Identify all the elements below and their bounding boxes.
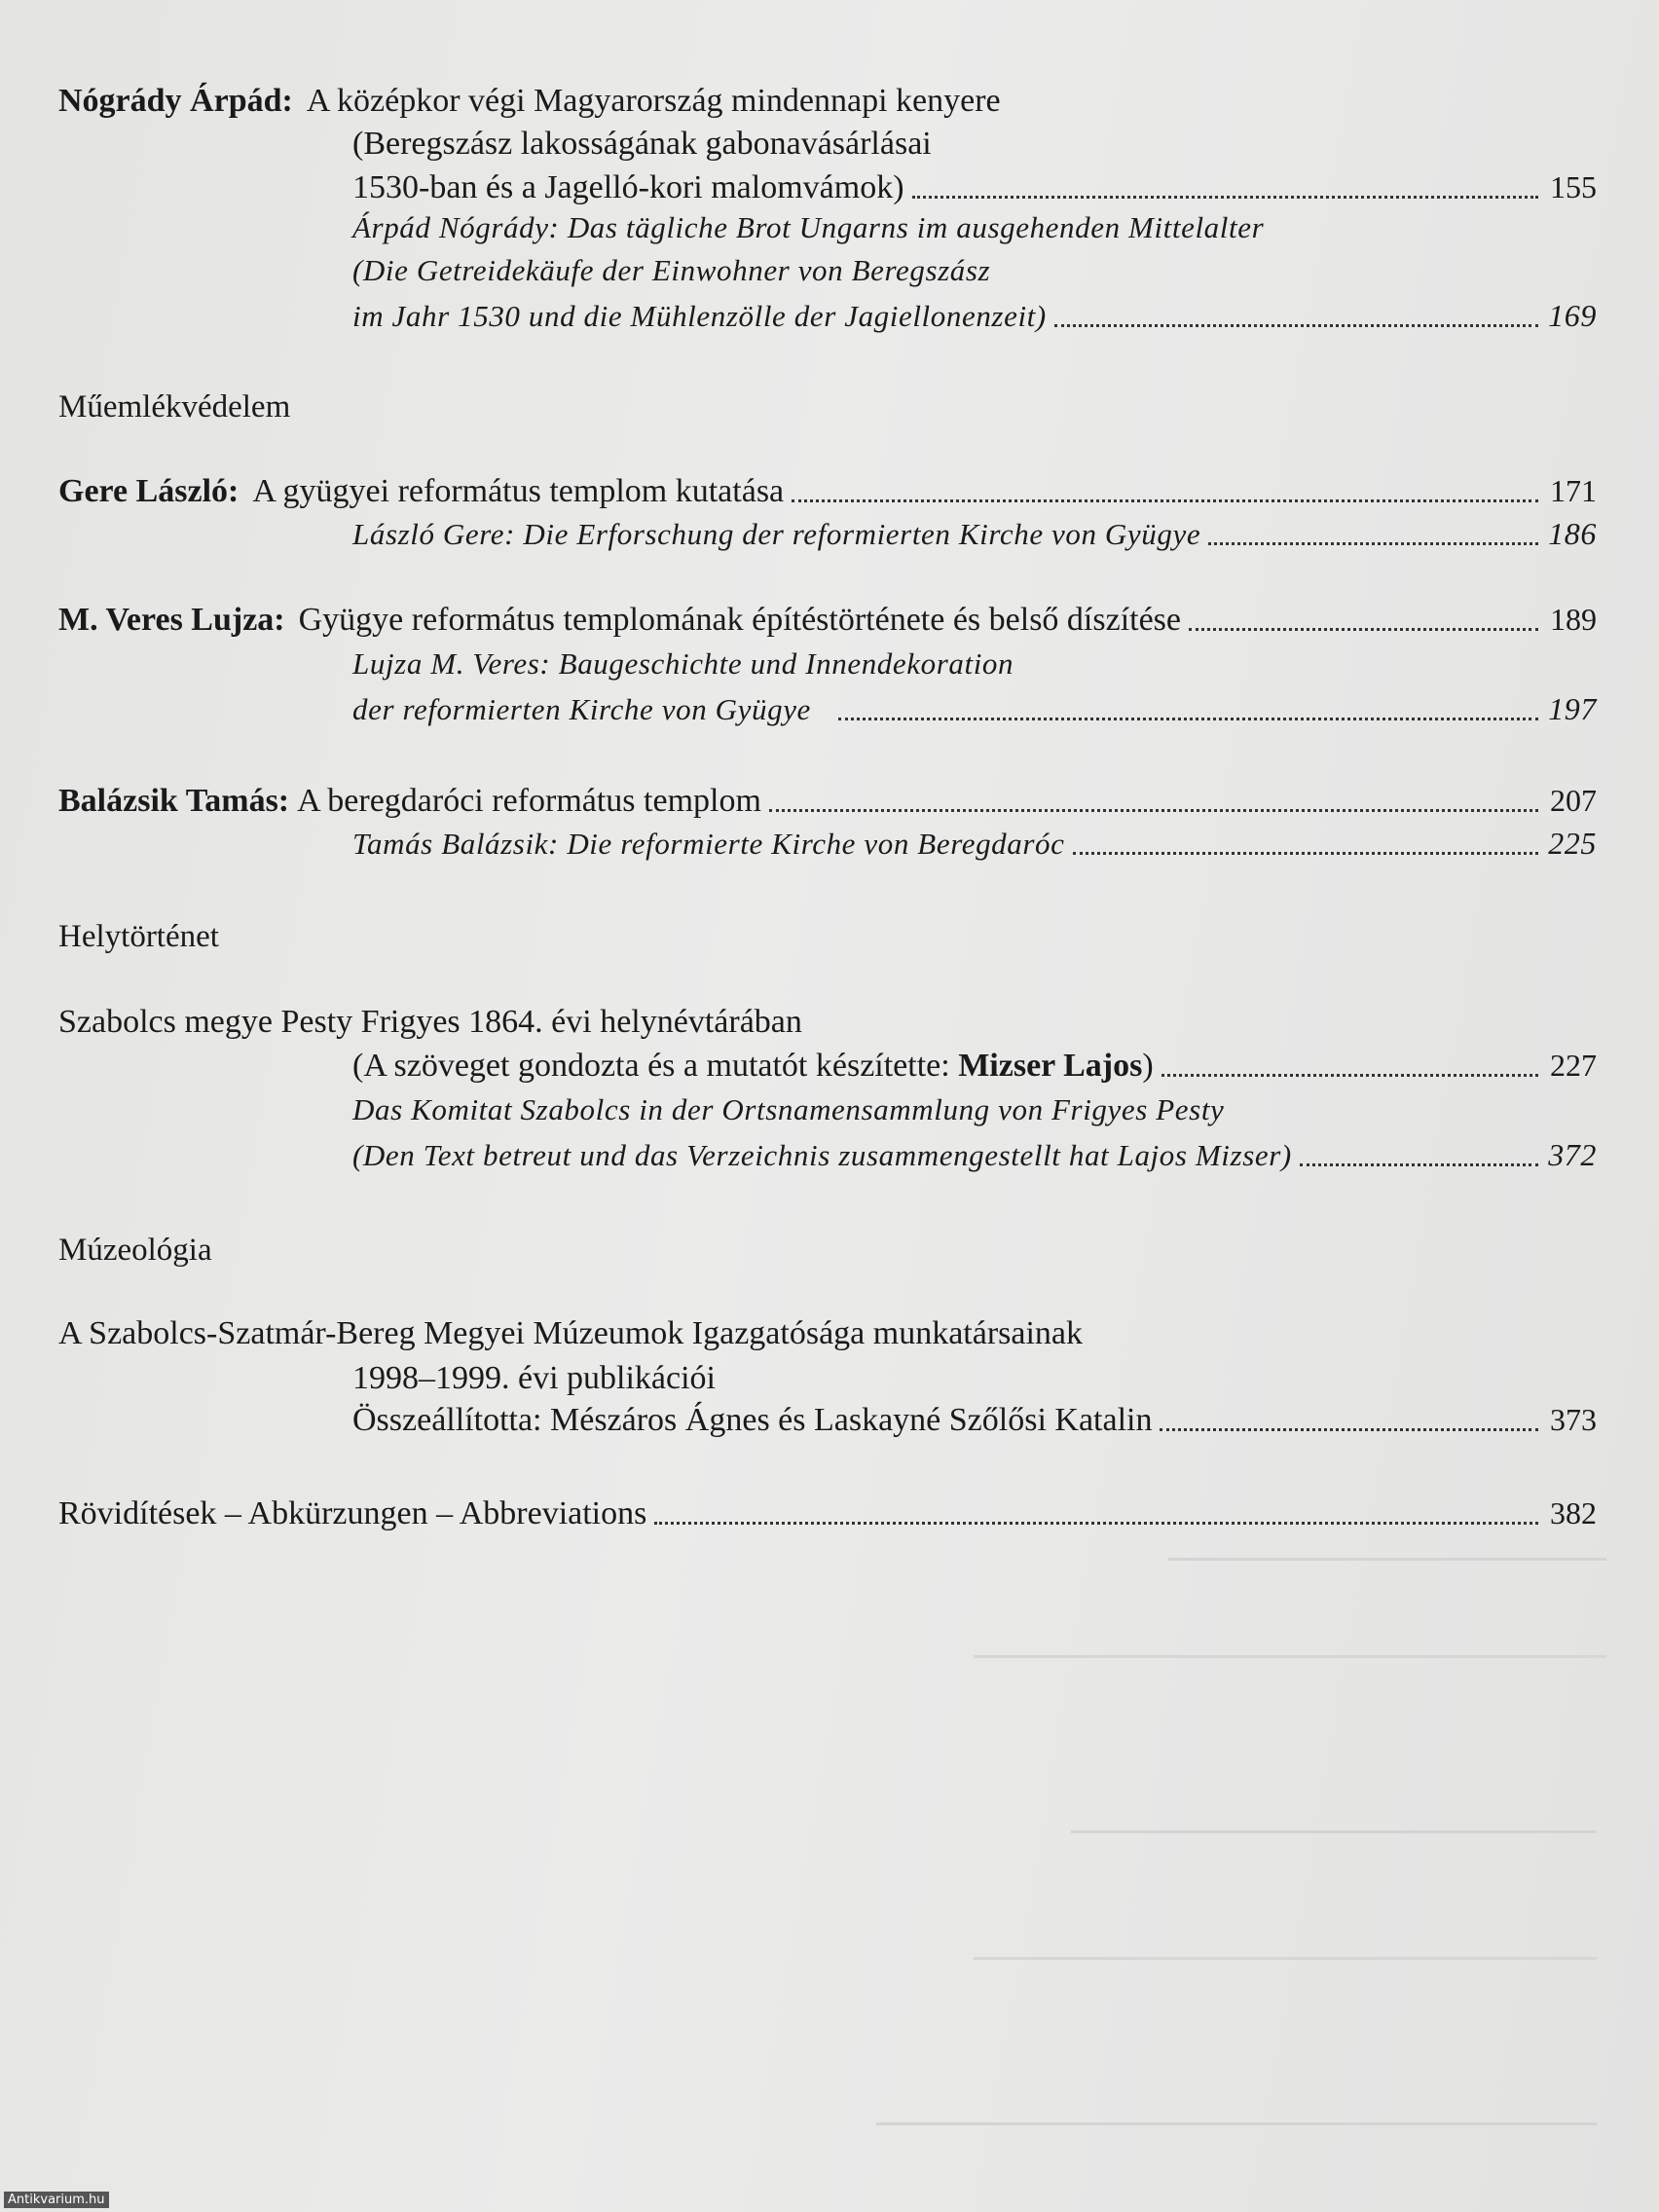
toc-entry-veres — [58, 598, 1597, 641]
toc-entry-nogrady — [58, 80, 1597, 123]
toc-entry-abbreviations — [58, 1492, 1597, 1534]
page-number: 372 — [1548, 1137, 1597, 1172]
page-number: 227 — [1550, 1048, 1597, 1083]
leader-dots — [1189, 628, 1538, 631]
entry-title-text: 1998–1999. évi publikációi — [352, 1360, 717, 1396]
author-name: Gere László: — [58, 473, 240, 509]
entry-title-line-with-page — [352, 1044, 1597, 1087]
translated-title-text: Tamás Balázsik: Die reformierte Kirche von Beregdaróc — [352, 827, 1065, 861]
translated-title-line-with-page — [352, 512, 1597, 555]
entry-title: A beregdaróci református templom — [297, 783, 761, 819]
section-heading: Műemlékvédelem — [58, 389, 291, 424]
page-number: 373 — [1550, 1402, 1597, 1437]
page-number: 207 — [1550, 783, 1597, 818]
page-number: 171 — [1550, 473, 1597, 508]
translated-title-line-with-page — [352, 1133, 1597, 1176]
translated-title-line — [352, 249, 1597, 292]
leader-dots — [654, 1522, 1538, 1525]
entry-title-line-with-page — [352, 166, 1597, 208]
entry-title: Rövidítések – Abkürzungen – Abbreviations — [58, 1495, 647, 1531]
entry-title-text: (Beregszász lakosságának gabonavásárlásai — [352, 126, 932, 162]
toc-entry-muzeum — [58, 1312, 1597, 1355]
page-number: 382 — [1550, 1495, 1597, 1530]
page-number: 186 — [1548, 516, 1597, 551]
toc-entry-balazsik — [58, 779, 1597, 822]
watermark-text: Antikvarium.hu — [8, 2193, 105, 2207]
leader-dots — [912, 196, 1538, 199]
translated-title-line-with-page — [352, 822, 1597, 865]
entry-title: Gyügye református templomának építéstörténete és belső díszítése — [298, 602, 1182, 638]
leader-dots — [769, 809, 1538, 812]
section-heading: Helytörténet — [58, 919, 219, 954]
entry-title: Szabolcs megye Pesty Frigyes 1864. évi helynévtárában — [58, 1004, 802, 1040]
entry-title-text — [352, 1045, 1154, 1088]
section-heading: Múzeológia — [58, 1233, 212, 1268]
entry-title-text: 1530-ban és a Jagelló-kori malomvámok) — [352, 169, 904, 205]
leader-dots — [792, 499, 1538, 502]
translated-title-text: László Gere: Die Erforschung der reformierten Kirche von Gyügye — [352, 517, 1201, 551]
translated-title-line-with-page — [352, 687, 1597, 730]
leader-dots — [1054, 324, 1538, 327]
translated-title-text: im Jahr 1530 und die Mühlenzölle der Jagiellonenzeit) — [352, 299, 1047, 333]
entry-title: A középkor végi Magyarország mindennapi kenyere — [306, 83, 1001, 119]
translated-title-line-with-page — [352, 294, 1597, 337]
entry-title-part: ) — [1142, 1048, 1154, 1084]
leader-dots — [1208, 542, 1538, 545]
entry-title-text: Összeállította: Mészáros Ágnes és Laskayné Szőlősi Katalin — [352, 1402, 1153, 1438]
entry-title: A Szabolcs-Szatmár-Bereg Megyei Múzeumok Igazgatósága munkatársainak — [58, 1315, 1084, 1351]
entry-title-line — [352, 1357, 1597, 1400]
editor-name: Mizser Lajos — [958, 1048, 1143, 1084]
leader-dots — [1160, 1428, 1538, 1431]
entry-title-line-with-page — [352, 1398, 1597, 1441]
page-number: 169 — [1548, 298, 1597, 333]
translated-title-line — [352, 643, 1597, 685]
entry-title-line — [352, 123, 1597, 166]
translated-title-text: Lujza M. Veres: Baugeschichte und Innendekoration — [352, 646, 1014, 681]
page-number: 197 — [1548, 691, 1597, 726]
translated-title-text: (Die Getreidekäufe der Einwohner von Beregszász — [352, 253, 991, 287]
translated-title-text: (Den Text betreut und das Verzeichnis zusammengestellt hat Lajos Mizser) — [352, 1138, 1292, 1172]
translated-title-text: Árpád Nógrády: Das tägliche Brot Ungarns im ausgehenden Mittelalter — [352, 210, 1265, 244]
leader-dots — [1073, 852, 1539, 855]
toc-entry-pesty — [58, 1001, 1597, 1044]
entry-title: A gyügyei református templom kutatása — [252, 473, 785, 509]
author-name: M. Veres Lujza: — [58, 602, 285, 638]
translated-title-text: der reformierten Kirche von Gyügye — [352, 692, 811, 726]
page-number: 189 — [1550, 602, 1597, 637]
leader-dots — [1300, 1163, 1538, 1166]
leader-dots — [838, 718, 1538, 720]
leader-dots — [1161, 1074, 1538, 1077]
entry-title-part: (A szöveget gondozta és a mutatót készítette: — [352, 1048, 959, 1084]
translated-title-line — [352, 1088, 1597, 1131]
toc-entry-gere — [58, 469, 1597, 512]
page-number: 155 — [1550, 169, 1597, 204]
translated-title-text: Das Komitat Szabolcs in der Ortsnamensammlung von Frigyes Pesty — [352, 1092, 1225, 1126]
translated-title-line — [352, 206, 1597, 249]
page-number: 225 — [1548, 826, 1597, 861]
author-name: Balázsik Tamás: — [58, 783, 290, 819]
watermark-logo — [4, 2192, 109, 2208]
author-name: Nógrády Árpád: — [58, 83, 293, 119]
